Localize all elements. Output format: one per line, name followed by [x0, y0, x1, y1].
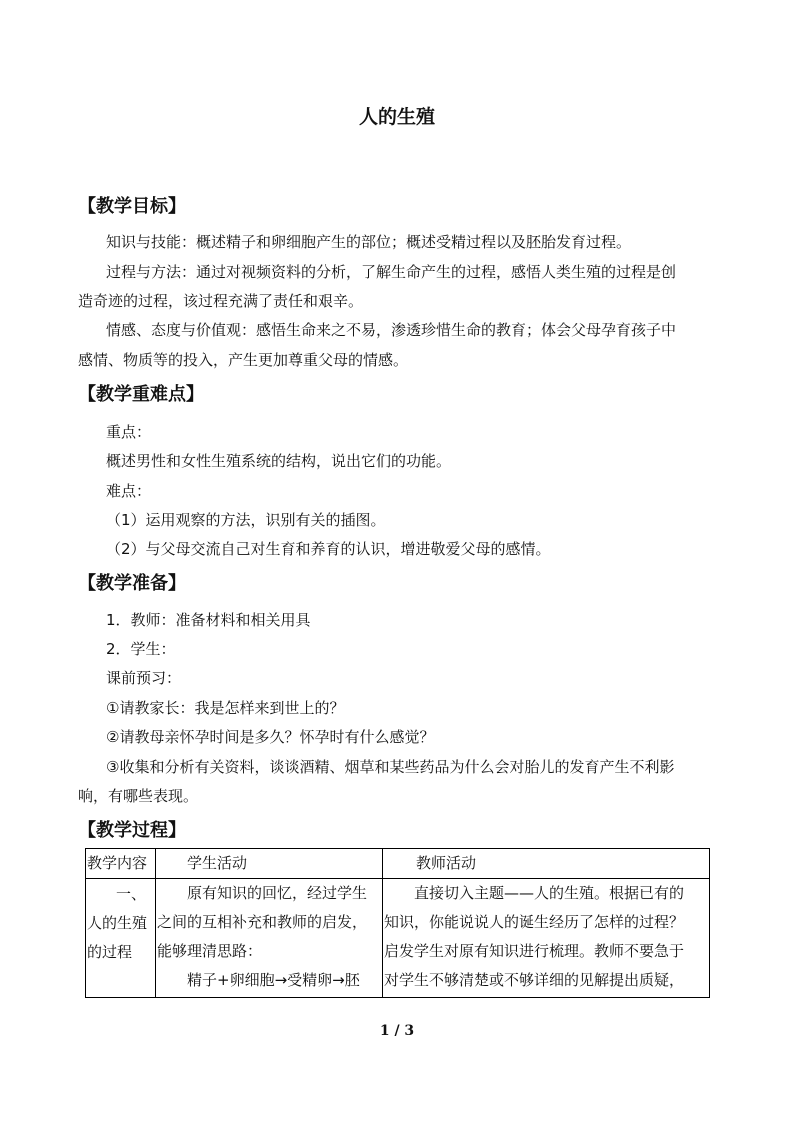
table-cell-line: 对学生不够清楚或不够详细的见解提出质疑， [384, 971, 685, 989]
table-cell-content [86, 879, 156, 998]
table-row [86, 879, 710, 998]
objectives-line: 情感、态度与价值观：感悟生命来之不易，渗透珍惜生命的教育；体会父母孕育孩子中 [106, 321, 677, 339]
preparation-line: ③收集和分析有关资料，谈谈酒精、烟草和某些药品为什么会对胎儿的发育产生不利影 [106, 758, 675, 776]
process-heading: 【教学过程】 [78, 820, 186, 841]
objectives-line: 过程与方法：通过对视频资料的分析，了解生命产生的过程，感悟人类生殖的过程是创 [106, 263, 677, 281]
objectives-line: 感情、物质等的投入，产生更加尊重父母的情感。 [78, 351, 409, 369]
preparation-line: ②请教母亲怀孕时间是多久？怀孕时有什么感觉？ [106, 728, 435, 746]
table-header-row [86, 849, 710, 879]
table-cell-teacher [383, 879, 710, 998]
table-cell-line: 之间的互相补充和教师的启发， [157, 913, 368, 931]
table-header-cell: 教学内容 [86, 849, 156, 879]
table-cell-line: 人的生殖 [87, 914, 148, 932]
key-points-line: （1）运用观察的方法，识别有关的插图。 [106, 511, 386, 529]
objectives-line: 知识与技能：概述精子和卵细胞产生的部位；概述受精过程以及胚胎发育过程。 [106, 233, 632, 251]
objectives-heading: 【教学目标】 [78, 196, 186, 217]
key-points-line: 重点： [106, 423, 152, 441]
preparation-line: ①请教家长：我是怎样来到世上的？ [106, 699, 345, 717]
preparation-line: 课前预习： [106, 669, 182, 687]
page-number: 1 / 3 [379, 1023, 415, 1039]
table-header-cell: 学生活动 [156, 849, 383, 879]
table-cell-line: 精子+卵细胞→受精卵→胚 [187, 971, 360, 989]
preparation-heading: 【教学准备】 [78, 573, 186, 594]
process-table [85, 848, 710, 998]
table-cell-student [156, 879, 383, 998]
table-cell-line: 一、 [116, 885, 147, 903]
key-points-line: 难点： [106, 482, 152, 500]
table-cell-line: 直接切入主题——人的生殖。根据已有的 [414, 884, 685, 902]
table-cell-line: 能够理清思路： [157, 942, 263, 960]
preparation-line: 响，有哪些表现。 [78, 787, 199, 805]
table-cell-line: 原有知识的回忆，经过学生 [187, 884, 368, 902]
table-cell-line: 启发学生对原有知识进行梳理。教师不要急于 [384, 942, 685, 960]
table-cell-line: 的过程 [87, 943, 133, 961]
key-points-line: （2）与父母交流自己对生育和养育的认识，增进敬爱父母的感情。 [106, 540, 551, 558]
preparation-line: 2．学生： [106, 640, 176, 658]
table-cell-line: 知识，你能说说人的诞生经历了怎样的过程？ [384, 913, 685, 931]
table-header-cell: 教师活动 [383, 849, 710, 879]
preparation-line: 1．教师：准备材料和相关用具 [106, 611, 311, 629]
key-points-heading: 【教学重难点】 [78, 384, 204, 405]
objectives-line: 造奇迹的过程，该过程充满了责任和艰辛。 [78, 292, 364, 310]
page-title: 人的生殖 [358, 106, 435, 128]
key-points-line: 概述男性和女性生殖系统的结构，说出它们的功能。 [106, 452, 452, 470]
